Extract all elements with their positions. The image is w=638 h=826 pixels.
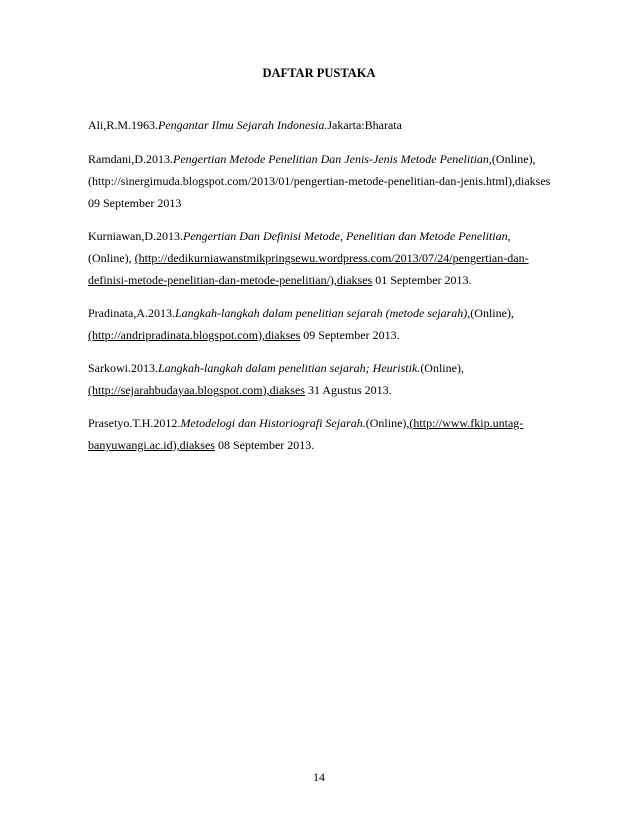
- reference-link[interactable]: (http://sejarahbudayaa.blogspot.com),diakses: [88, 383, 305, 397]
- reference-online: (Online),: [88, 251, 135, 265]
- reference-author: Pradinata,A.2013.: [88, 306, 175, 320]
- reference-details: (Online), (http://sinergimuda.blogspot.com/2013/01/pengertian-metode-penelitian-dan-jenis.html),diakses 09 September 2013: [88, 152, 551, 210]
- reference-item: [88, 302, 553, 346]
- page-title: DAFTAR PUSTAKA: [262, 66, 376, 80]
- reference-item: [88, 114, 553, 136]
- reference-link[interactable]: (http://dedikurniawanstmikpringsewu.wordpress.com/2013/07/24/pengertian-dan-definisi-metode-penelitian-dan-metode-penelitian/),diakses: [88, 251, 529, 287]
- reference-title: Langkah-langkah dalam penelitian sejarah; Heuristik.: [158, 361, 421, 375]
- reference-online: (Online),: [470, 306, 514, 320]
- reference-title: Metodelogi dan Historiografi Sejarah.: [180, 416, 366, 430]
- reference-item: [88, 225, 553, 291]
- reference-link[interactable]: (http://www.fkip.untag-banyuwangi.ac.id),diakses: [88, 416, 524, 452]
- reference-author: Ramdani,D.2013.: [88, 152, 173, 166]
- reference-date: 09 September 2013.: [300, 328, 400, 342]
- reference-details: Jakarta:Bharata: [327, 118, 402, 132]
- reference-item: [88, 148, 553, 214]
- page-number: 14: [313, 770, 325, 784]
- reference-title: Langkah-langkah dalam penelitian sejarah (metode sejarah),: [174, 306, 471, 320]
- reference-online: (Online),: [420, 361, 464, 375]
- reference-item: [88, 357, 553, 401]
- reference-date: 01 September 2013.: [372, 273, 472, 287]
- reference-author: Ali,R.M.1963.: [88, 118, 159, 132]
- reference-author: Sarkowi.2013.: [88, 361, 158, 375]
- reference-author: Prasetyo.T.H.2012.: [88, 416, 181, 430]
- reference-list: [88, 114, 553, 467]
- reference-item: [88, 412, 553, 456]
- reference-online: (Online),: [365, 416, 410, 430]
- reference-title: Pengantar Ilmu Sejarah Indonesia.: [158, 118, 328, 132]
- reference-author: Kurniawan,D.2013.: [88, 229, 183, 243]
- reference-date: 31 Agustus 2013.: [304, 383, 392, 397]
- reference-title: Pengertian Dan Definisi Metode, Penelitian dan Metode Penelitian,: [182, 229, 511, 243]
- reference-title: Pengertian Metode Penelitian Dan Jenis-Jenis Metode Penelitian,: [173, 152, 492, 166]
- reference-link[interactable]: (http://andripradinata.blogspot.com),diakses: [88, 328, 301, 342]
- reference-date: 08 September 2013.: [214, 438, 315, 452]
